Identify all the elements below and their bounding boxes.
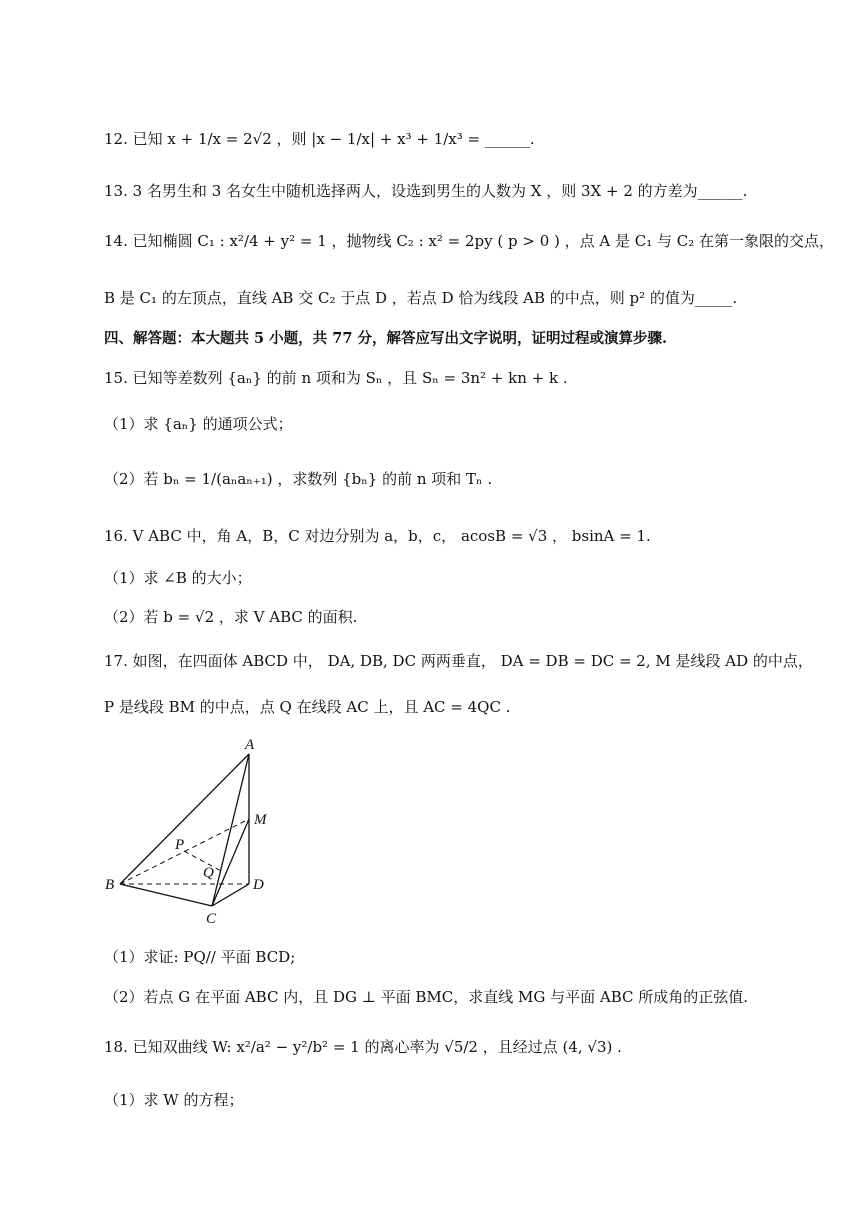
edge-CD (212, 884, 249, 906)
label-D: D (253, 877, 264, 893)
question-17-part-2: （2）若点 G 在平面 ABC 内，且 DG ⊥ 平面 BMC，求直线 MG 与平面 ABC 所成角的正弦值. (104, 988, 749, 1006)
question-15: 15. 已知等差数列 {aₙ} 的前 n 项和为 Sₙ ，且 Sₙ = 3n² + kn + k . (104, 369, 568, 387)
question-15-part-1: （1）求 {aₙ} 的通项公式； (104, 415, 293, 433)
question-12: 12. 已知 x + 1/x = 2√2 ，则 |x − 1/x| + x³ + 1/x³ = ______. (104, 130, 535, 148)
question-18-part-1: （1）求 W 的方程； (104, 1091, 244, 1109)
label-M: M (254, 812, 267, 828)
question-15-part-2: （2）若 bₙ = 1/(aₙaₙ₊₁) ，求数列 {bₙ} 的前 n 项和 Tₙ . (104, 470, 493, 488)
question-17-line-2: P 是线段 BM 的中点，点 Q 在线段 AC 上，且 AC = 4QC . (104, 698, 511, 716)
question-16: 16. V ABC 中，角 A，B，C 对边分别为 a，b，c， acosB = √3 ， bsinA = 1. (104, 527, 651, 545)
section-4-heading: 四、解答题：本大题共 5 小题，共 77 分，解答应写出文字说明，证明过程或演算步骤. (104, 330, 668, 347)
question-17-line-1: 17. 如图，在四面体 ABCD 中， DA, DB, DC 两两垂直， DA = DB = DC = 2, M 是线段 AD 的中点， (104, 652, 813, 670)
label-B: B (105, 877, 115, 893)
question-14-line-1: 14. 已知椭圆 C₁ : x²/4 + y² = 1 ，抛物线 C₂ : x² = 2py ( p > 0 ) ，点 A 是 C₁ 与 C₂ 在第一象限的交点， (104, 232, 835, 250)
question-16-part-1: （1）求 ∠B 的大小； (104, 569, 252, 587)
question-13: 13. 3 名男生和 3 名女生中随机选择两人，设选到男生的人数为 X ，则 3X + 2 的方差为______. (104, 182, 748, 200)
question-18: 18. 已知双曲线 W: x²/a² − y²/b² = 1 的离心率为 √5/2 ，且经过点 (4, √3) . (104, 1038, 622, 1056)
label-Q: Q (203, 865, 214, 881)
edge-BC (120, 884, 212, 906)
label-C: C (206, 911, 217, 927)
edge-AC (212, 754, 249, 906)
tetrahedron-figure (95, 730, 295, 930)
question-14-line-2: B 是 C₁ 的左顶点，直线 AB 交 C₂ 于点 D ，若点 D 恰为线段 AB 的中点，则 p² 的值为_____. (104, 289, 738, 307)
question-17-part-1: （1）求证: PQ// 平面 BCD; (104, 948, 296, 966)
label-A: A (245, 737, 255, 753)
question-16-part-2: （2）若 b = √2 ，求 V ABC 的面积. (104, 608, 358, 626)
label-P: P (175, 837, 185, 853)
